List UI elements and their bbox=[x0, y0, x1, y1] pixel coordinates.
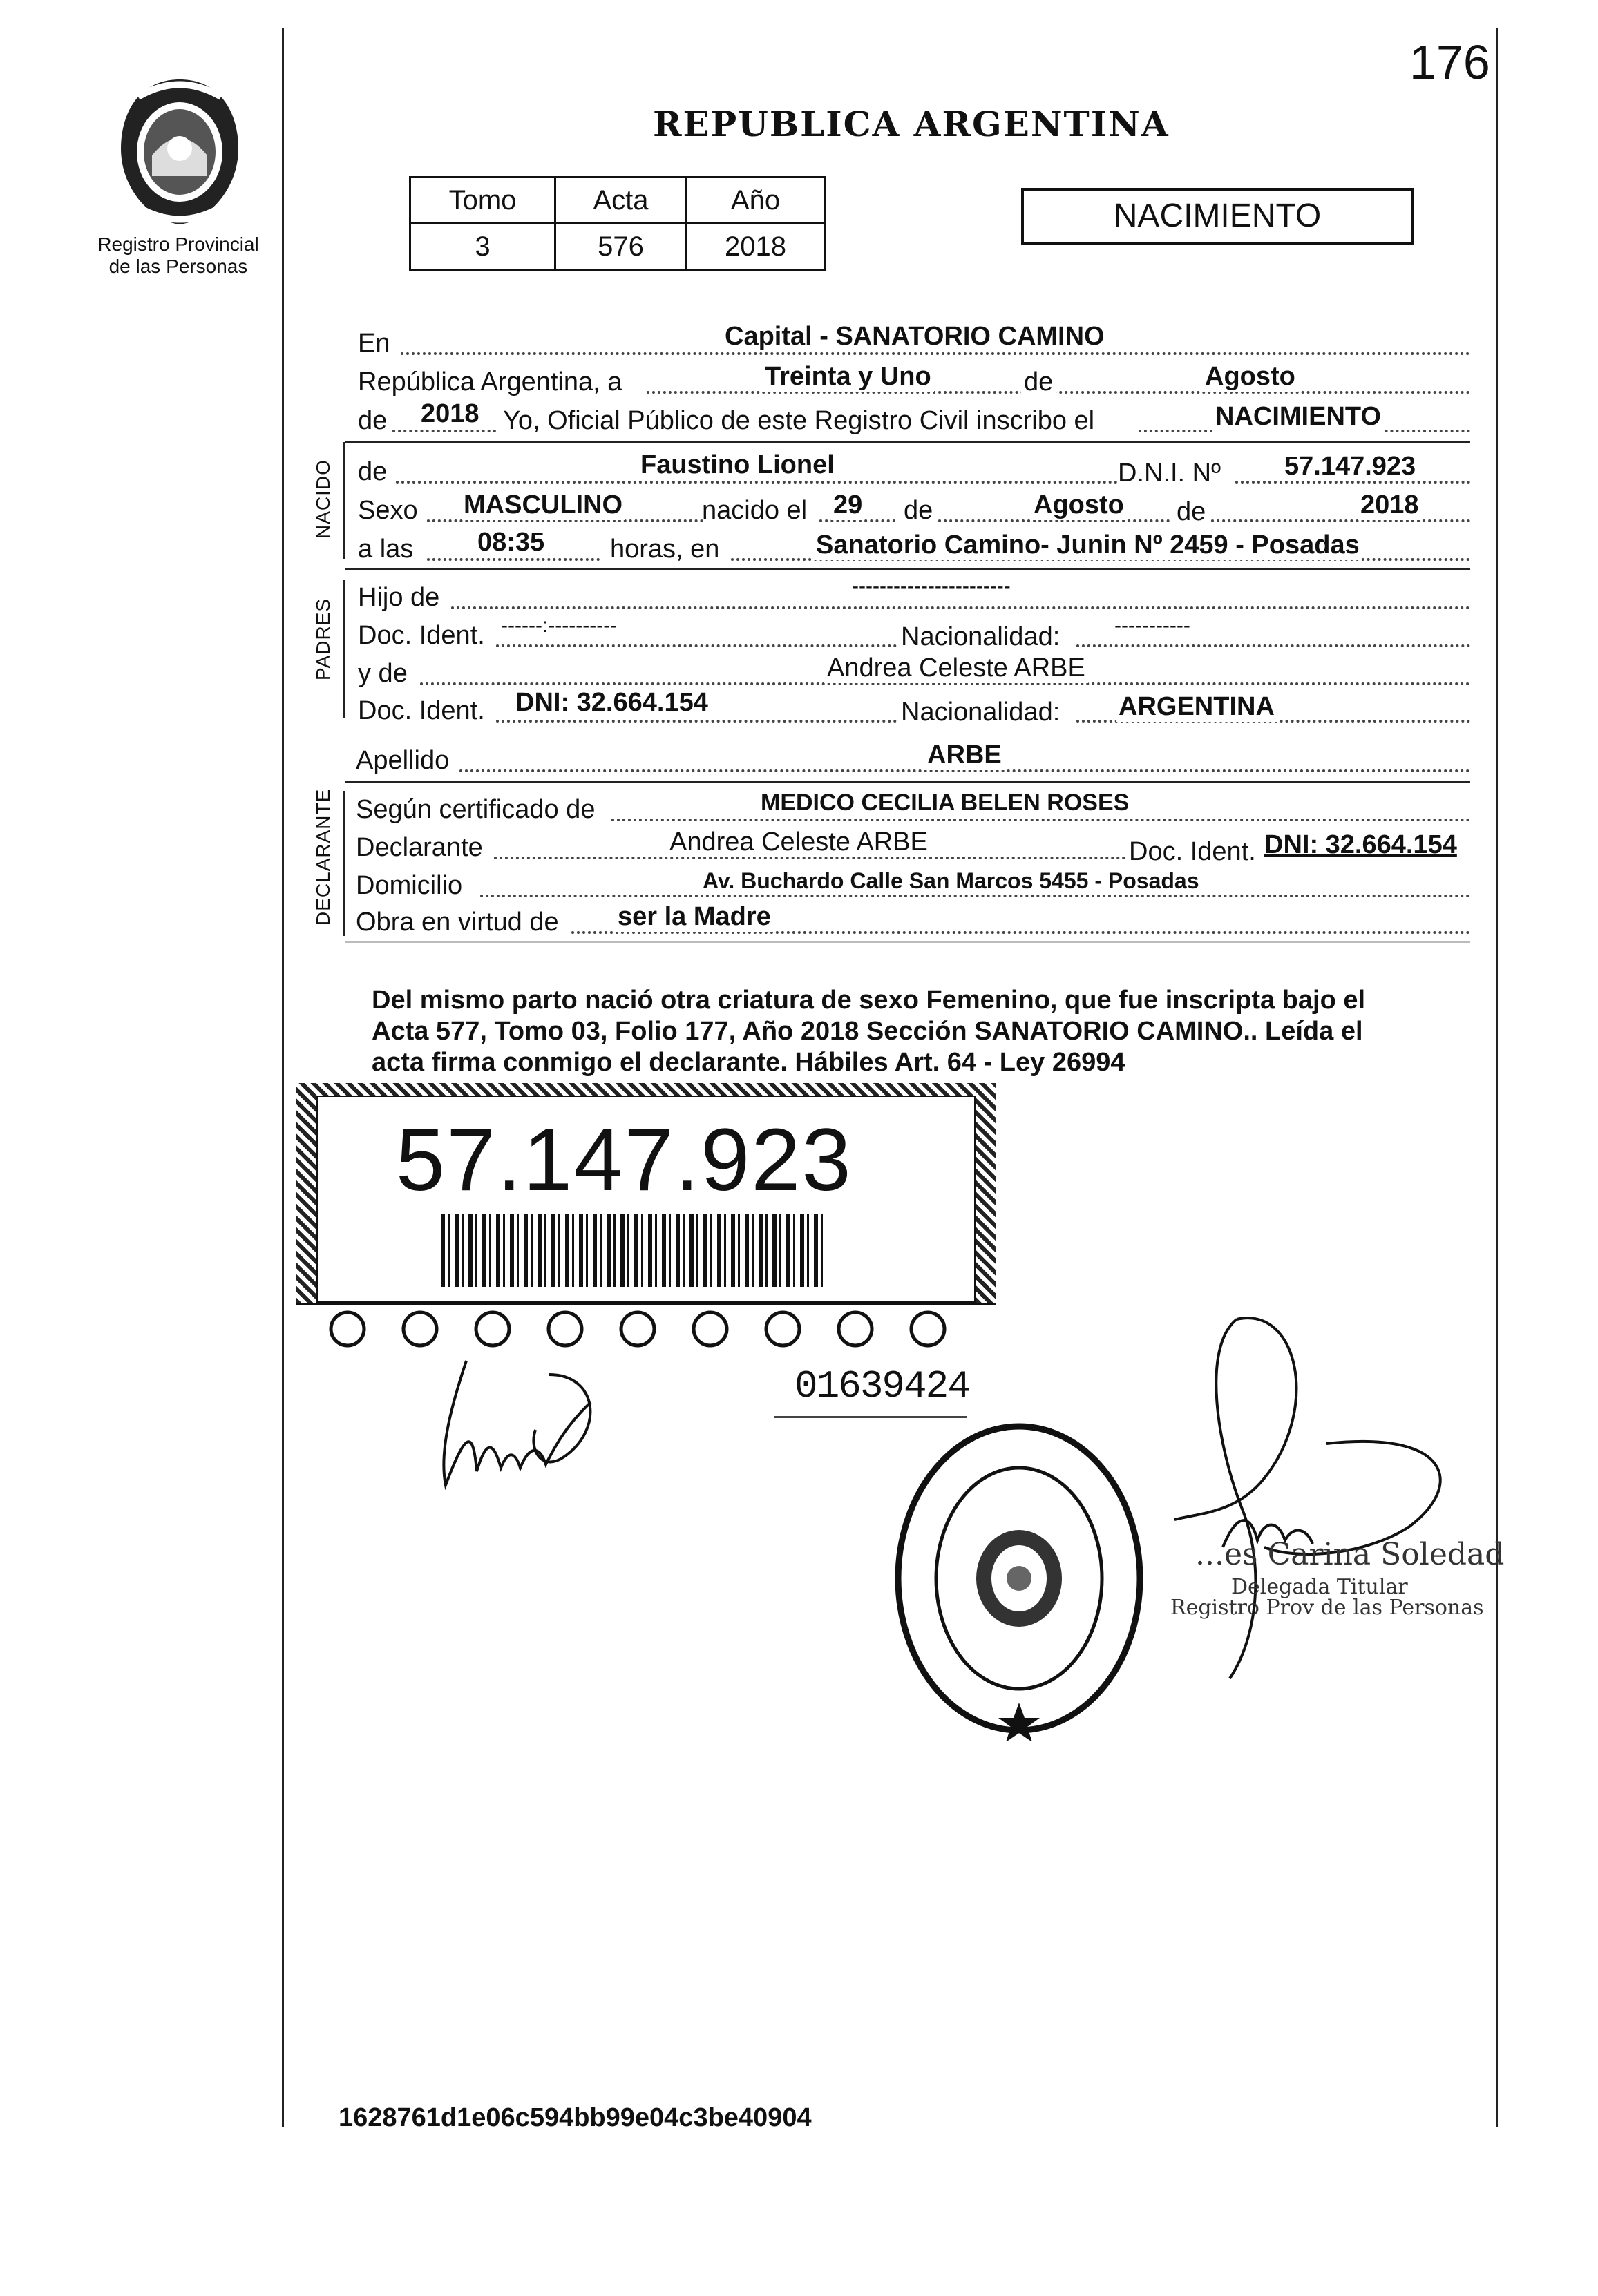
row-doc1: Doc. Ident. ------:---------- Nacionalidad: ----------- bbox=[358, 617, 1470, 653]
page-title: REPUBLICA ARGENTINA bbox=[653, 104, 1170, 144]
row-madre: y de Andrea Celeste ARBE bbox=[358, 655, 1470, 691]
registry-table bbox=[409, 176, 826, 271]
note-line-3: acta firma conmigo el declarante. Hábiles Art. 64 - Ley 26994 bbox=[372, 1048, 1125, 1077]
barcode bbox=[441, 1214, 828, 1287]
official-name: ...es Carina Soledad bbox=[1195, 1537, 1505, 1572]
left-margin-line bbox=[282, 28, 284, 2127]
acta-header: Acta bbox=[555, 178, 687, 224]
official-role: Delegada Titular bbox=[1231, 1575, 1408, 1599]
row-domicilio: Domicilio Av. Buchardo Calle San Marcos 5455 - Posadas bbox=[356, 867, 1470, 903]
dni-security-label bbox=[296, 1083, 996, 1350]
serial-number: 01639424 bbox=[795, 1364, 969, 1408]
anio-value: 2018 bbox=[687, 224, 825, 270]
tomo-value: 3 bbox=[410, 224, 555, 270]
serial-underline bbox=[774, 1416, 967, 1418]
record-type-box: NACIMIENTO bbox=[1021, 188, 1414, 245]
row-year: de 2018 Yo, Oficial Público de este Registro Civil inscribo el NACIMIENTO bbox=[358, 402, 1470, 438]
nacido-label: NACIDO bbox=[312, 459, 334, 539]
declarant-signature bbox=[425, 1347, 611, 1506]
row-hora: a las 08:35 horas, en Sanatorio Camino- Junin Nº 2459 - Posadas bbox=[358, 530, 1470, 566]
row-sexo: Sexo MASCULINO nacido el 29 de Agosto de 2018 bbox=[358, 492, 1470, 528]
row-doc2: Doc. Ident. DNI: 32.664.154 Nacionalidad: ARGENTINA bbox=[358, 692, 1470, 728]
registry-name: Registro Provincial de las Personas bbox=[97, 233, 259, 277]
nacido-bracket bbox=[343, 442, 345, 559]
dni-number: 57.147.923 bbox=[396, 1111, 853, 1209]
intro-rule bbox=[345, 441, 1470, 443]
anio-header: Año bbox=[687, 178, 825, 224]
page-number: 176 bbox=[1409, 35, 1490, 89]
note-line-2: Acta 577, Tomo 03, Folio 177, Año 2018 Sección SANATORIO CAMINO.. Leída el bbox=[372, 1017, 1363, 1046]
province-emblem bbox=[111, 73, 249, 231]
official-signature bbox=[1161, 1305, 1485, 1692]
apellido-rule bbox=[345, 781, 1470, 783]
right-margin-line bbox=[1496, 28, 1498, 2127]
nacido-rule bbox=[345, 568, 1470, 570]
row-declarante: Declarante Andrea Celeste ARBE Doc. Ident. DNI: 32.664.154 bbox=[356, 827, 1457, 866]
note-paragraph bbox=[372, 985, 1463, 1078]
official-office: Registro Prov de las Personas bbox=[1170, 1596, 1484, 1620]
acta-value: 576 bbox=[555, 224, 687, 270]
row-nacido-name: de Faustino Lionel D.N.I. Nº 57.147.923 bbox=[358, 453, 1470, 489]
declarante-label: DECLARANTE bbox=[312, 788, 334, 926]
row-certificado: Según certificado de MEDICO CECILIA BELEN ROSES bbox=[356, 791, 1470, 827]
row-apellido: Apellido ARBE bbox=[356, 742, 1470, 778]
row-hijo: Hijo de ----------------------- bbox=[358, 579, 1470, 615]
padres-bracket bbox=[343, 580, 345, 718]
footer-hash: 1628761d1e06c594bb99e04c3be40904 bbox=[339, 2103, 812, 2132]
official-seal bbox=[891, 1423, 1147, 1741]
row-republica: República Argentina, a Treinta y Uno de Agosto bbox=[358, 363, 1470, 399]
padres-label: PADRES bbox=[312, 597, 334, 680]
note-line-1: Del mismo parto nació otra criatura de sexo Femenino, que fue inscripta bajo el bbox=[372, 986, 1366, 1015]
declarante-rule bbox=[345, 941, 1470, 943]
declarante-bracket bbox=[343, 791, 345, 936]
row-obra: Obra en virtud de ser la Madre bbox=[356, 903, 1470, 939]
row-en: En Capital - SANATORIO CAMINO bbox=[358, 325, 1470, 361]
tomo-header: Tomo bbox=[410, 178, 555, 224]
